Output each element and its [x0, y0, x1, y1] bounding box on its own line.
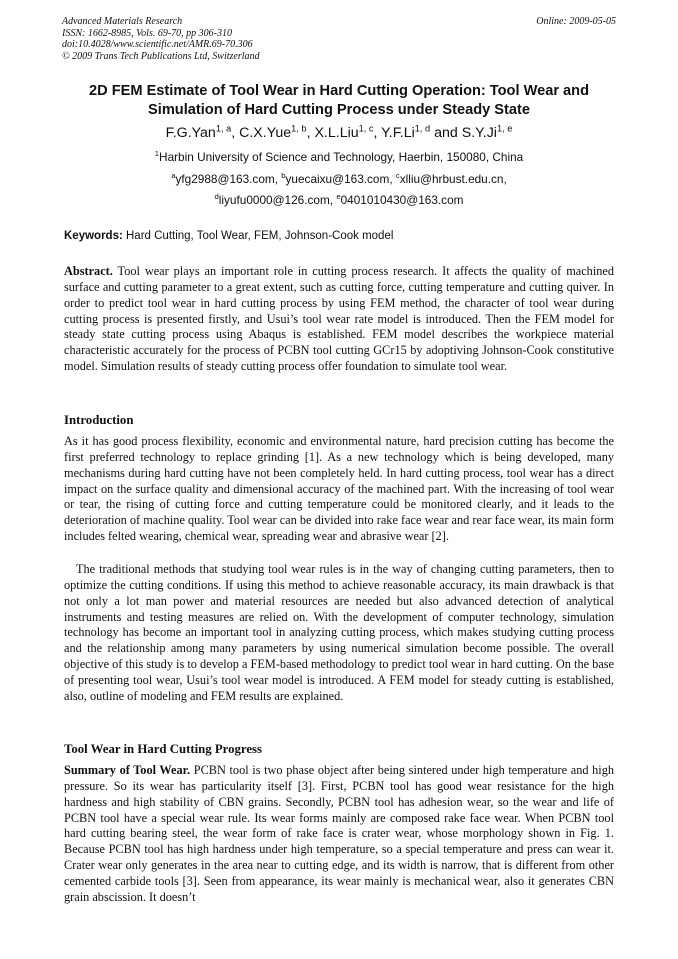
affiliation-text: Harbin University of Science and Technology, Haerbin, 150080, China	[159, 150, 524, 164]
email-line-1	[40, 172, 638, 187]
email-a: yfg2988@163.com,	[175, 172, 282, 186]
doi-line: doi:10.4028/www.scientific.net/AMR.69-70.306	[62, 39, 253, 50]
abstract	[64, 264, 614, 375]
author-name: C.X.Yue	[239, 125, 292, 141]
email-b: yuecaixu@163.com,	[285, 172, 396, 186]
author-name: S.Y.Ji	[461, 125, 497, 141]
affiliation	[40, 150, 638, 165]
author-sup: 1, a	[215, 123, 232, 134]
keywords	[64, 229, 618, 243]
section-tool-wear-paragraph	[64, 763, 614, 906]
section-heading-tool-wear: Tool Wear in Hard Cutting Progress	[64, 742, 263, 756]
author-name: F.G.Yan	[165, 125, 216, 141]
email-sup: c	[395, 171, 400, 181]
email-d: liyufu0000@126.com,	[218, 193, 337, 207]
keywords-text: Hard Cutting, Tool Wear, FEM, Johnson-Cook model	[126, 230, 394, 242]
journal-header	[62, 16, 616, 62]
introduction-paragraph-1: As it has good process flexibility, economic and environmental nature, hard precision cutting has become the first preferred technology to replace grinding [1]. As a new technology which is being developed, many mechanisms during hard cutting have not been completely held. In hard cutting process, tool wear has a direct impact on the surface quality and dimensional accuracy of the machined part. With the increasing of tool wear or tear, the rising of cutting force and cutting temperature could be monitored clearly, and it leads to the deterioration of machine quality. Tool wear can be divided into rake face wear and rear face wear, its main form includes felted wearing, chemical wear, spreading wear and abrasive wear [2].	[64, 434, 614, 544]
email-sup: a	[171, 171, 176, 181]
online-date: Online: 2009-05-05	[536, 16, 616, 27]
author-name: Y.F.Li	[381, 125, 415, 141]
author-sep: ,	[373, 125, 382, 141]
title-line-2: Simulation of Hard Cutting Process under Steady State	[148, 102, 530, 118]
email-c: xlliu@hrbust.edu.cn,	[399, 172, 507, 186]
email-sup: d	[214, 192, 219, 202]
section-heading-introduction: Introduction	[64, 413, 134, 427]
email-sup: e	[336, 192, 341, 202]
author-sup: 1, d	[414, 123, 431, 134]
paper-title	[40, 82, 638, 120]
issn-line: ISSN: 1662-8985, Vols. 69-70, pp 306-310	[62, 27, 232, 39]
keywords-label: Keywords:	[64, 230, 123, 242]
title-line-1: 2D FEM Estimate of Tool Wear in Hard Cutting Operation: Tool Wear and	[89, 83, 589, 99]
author-sep: ,	[231, 125, 240, 141]
author-sep: ,	[306, 125, 315, 141]
email-sup: b	[281, 171, 286, 181]
affiliation-sup: 1	[154, 149, 160, 159]
author-sep: and	[430, 125, 462, 141]
author-list	[40, 124, 638, 142]
abstract-text: Tool wear plays an important role in cutting process research. It affects the quality of machined surface and cutting parameter to a great extent, such as cutting force, cutting temperature and cutting quiver. In order to predict tool wear in hard cutting process by using FEM method, the character of tool wear during cutting process is presented firstly, and Usui’s tool wear rate model is introduced. Then the FEM model for steady state cutting process using Abaqus is established. FEM model describes the workpiece material characteristic accurately for the process of PCBN tool cutting GCr15 by adoptiving Johnson-Cook constitutive model. Simulation results of steady cutting process offer foundation to simulate tool wear.	[64, 264, 614, 374]
author-sup: 1, c	[358, 123, 374, 134]
copyright-line: © 2009 Trans Tech Publications Ltd, Switzerland	[62, 50, 260, 62]
author-name: X.L.Liu	[314, 125, 359, 141]
author-sup: 1, b	[291, 123, 307, 134]
subsection-lead: Summary of Tool Wear.	[64, 763, 191, 777]
email-e: 0401010430@163.com	[340, 193, 464, 207]
author-sup: 1, e	[496, 123, 513, 134]
introduction-paragraph-2: The traditional methods that studying tool wear rules is in the way of changing cutting parameters, then to optimize the cutting conditions. If using this method to achieve reasonable accuracy, its main drawback is that not only a lot man power and material resources are needed but also advanced detection of analytical instruments and testing measures are relied on. With the development of computer technology, simulation technology has become an important tool in analyzing cutting process, which makes studying cutting process and the relationship among many parameters by using numerical simulation become possible. The overall objective of this study is to develop a FEM-based methodology to predict tool wear in hard cutting. On the base of presenting tool wear, Usui’s tool wear model is introduced. A FEM model for steady cutting is established, also, outline of modeling and FEM results are explained.	[64, 562, 614, 703]
email-line-2	[40, 193, 638, 208]
subsection-text: PCBN tool is two phase object after being sintered under high temperature and high pressure. So its wear has particularity itself [3]. First, PCBN tool has good wear resistance for the high hardness and high stability of CBN grains. Secondly, PCBN tool has adhesion wear, so the wear and life of PCBN tool have a special wear rule. Its wear forms mainly are composed rake face wear. When PCBN tool hard cutting bearing steel, the wear form of rake face is crater wear, whose morphology shown in Fig. 1. Because PCBN tool has high hardness under high temperature, so a special temperature and press can wear it. Crater wear only generates in the area near to cutting edge, and its width is narrow, that is different from other cemented carbide tools [3]. Seen from appearance, its wear mainly is mechanical wear, also it generates CBN grain abscission. It doesn’t	[64, 763, 615, 904]
journal-name: Advanced Materials Research	[62, 16, 183, 27]
abstract-label: Abstract.	[64, 264, 113, 278]
